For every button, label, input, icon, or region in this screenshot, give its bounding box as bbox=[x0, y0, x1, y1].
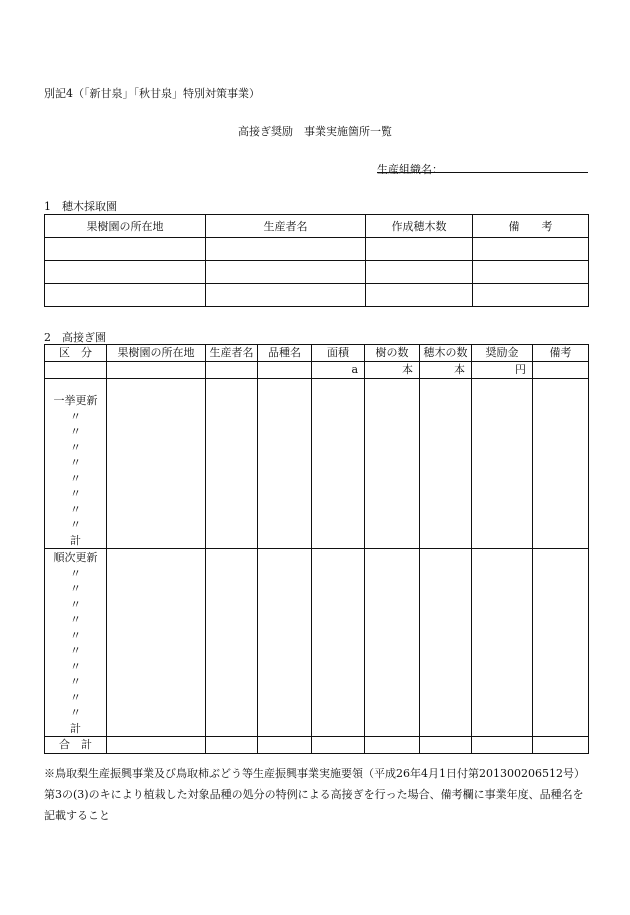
table-cell[interactable] bbox=[258, 362, 312, 379]
ditto-mark: 〃 bbox=[70, 440, 81, 454]
footnote: ※鳥取梨生産振興事業及び鳥取柿ぶどう等生産振興事業実施要領（平成26年4月1日付第201300206512号）第3の(3)のキにより植栽した対象品種の処分の特例による高接ぎを行った場合、備考欄に事業年度、品種名を記載すること bbox=[44, 767, 585, 822]
column-header: 作成穂木数 bbox=[366, 215, 473, 238]
table-cell[interactable] bbox=[365, 737, 420, 754]
table-cell[interactable] bbox=[366, 284, 473, 307]
group-bulk-renewal-row bbox=[45, 379, 589, 549]
table-cell[interactable] bbox=[420, 379, 472, 549]
table-cell[interactable] bbox=[312, 549, 365, 737]
table-cell[interactable] bbox=[473, 261, 589, 284]
table-cell[interactable] bbox=[420, 549, 472, 737]
ditto-mark: 〃 bbox=[70, 675, 81, 688]
table-cell[interactable] bbox=[533, 362, 589, 379]
table-cell[interactable] bbox=[206, 379, 258, 549]
table-cell[interactable] bbox=[206, 549, 258, 737]
table-cell[interactable] bbox=[365, 379, 420, 549]
table-cell[interactable] bbox=[45, 261, 206, 284]
table-cell[interactable] bbox=[258, 549, 312, 737]
column-header: 面積 bbox=[312, 345, 365, 362]
table-cell[interactable] bbox=[472, 379, 533, 549]
scion-orchard-table bbox=[44, 214, 589, 307]
ditto-mark: 〃 bbox=[70, 597, 81, 611]
units-row bbox=[45, 362, 589, 379]
table-cell[interactable] bbox=[206, 238, 366, 261]
column-header: 区 分 bbox=[45, 345, 107, 362]
table-cell[interactable] bbox=[533, 379, 589, 549]
table-cell[interactable] bbox=[107, 379, 206, 549]
ditto-mark: 〃 bbox=[70, 690, 81, 704]
table-cell[interactable] bbox=[107, 362, 206, 379]
ditto-mark: 〃 bbox=[70, 471, 81, 485]
table-cell[interactable] bbox=[473, 284, 589, 307]
category-cell bbox=[45, 549, 107, 737]
top-grafting-orchard-table bbox=[44, 344, 589, 754]
ditto-mark: 〃 bbox=[70, 628, 81, 642]
ditto-mark: 〃 bbox=[70, 566, 81, 580]
table-cell[interactable] bbox=[45, 284, 206, 307]
ditto-mark: 〃 bbox=[70, 613, 81, 626]
ditto-mark: 〃 bbox=[70, 502, 81, 516]
column-header: 生産者名 bbox=[206, 345, 258, 362]
column-header: 果樹園の所在地 bbox=[45, 215, 206, 238]
ditto-mark: 〃 bbox=[70, 659, 81, 673]
grand-total-label: 合 計 bbox=[45, 737, 107, 754]
unit-area: a bbox=[312, 362, 365, 379]
organization-name-field[interactable] bbox=[377, 172, 588, 173]
table-cell[interactable] bbox=[533, 737, 589, 754]
table-cell[interactable] bbox=[107, 737, 206, 754]
table-cell[interactable] bbox=[206, 362, 258, 379]
unit-trees: 本 bbox=[365, 362, 420, 379]
table-cell[interactable] bbox=[366, 261, 473, 284]
document-title: 高接ぎ奨励 事業実施箇所一覧 bbox=[238, 125, 392, 138]
table-cell[interactable] bbox=[206, 737, 258, 754]
table-header-row bbox=[45, 215, 589, 238]
table-cell[interactable] bbox=[258, 737, 312, 754]
ditto-mark: 〃 bbox=[70, 644, 81, 657]
table-cell[interactable] bbox=[45, 238, 206, 261]
section1-heading: 1 穂木採取園 bbox=[44, 200, 117, 213]
table-row bbox=[45, 261, 589, 284]
subtotal-label: 計 bbox=[70, 721, 81, 735]
group-sequential-renewal-row bbox=[45, 549, 589, 737]
column-header: 備考 bbox=[533, 345, 589, 362]
ditto-mark: 〃 bbox=[70, 487, 81, 500]
table-cell[interactable] bbox=[312, 379, 365, 549]
ditto-mark: 〃 bbox=[70, 582, 81, 595]
category-cell bbox=[45, 379, 107, 549]
column-header: 奨励金 bbox=[472, 345, 533, 362]
ditto-mark: 〃 bbox=[70, 409, 81, 423]
table-cell[interactable] bbox=[312, 737, 365, 754]
table-cell[interactable] bbox=[258, 379, 312, 549]
grand-total-row bbox=[45, 737, 589, 754]
ditto-mark: 〃 bbox=[70, 456, 81, 469]
table-cell[interactable] bbox=[533, 549, 589, 737]
section2-heading: 2 高接ぎ園 bbox=[44, 331, 106, 344]
organization-name-label: 生産組織名： bbox=[377, 163, 443, 176]
table-cell bbox=[45, 362, 107, 379]
column-header: 穂木の数 bbox=[420, 345, 472, 362]
column-header: 生産者名 bbox=[206, 215, 366, 238]
table-cell[interactable] bbox=[472, 549, 533, 737]
table-row bbox=[45, 284, 589, 307]
column-header: 果樹園の所在地 bbox=[107, 345, 206, 362]
table-cell[interactable] bbox=[366, 238, 473, 261]
ditto-mark: 〃 bbox=[70, 706, 81, 719]
table-header-row bbox=[45, 345, 589, 362]
table-cell[interactable] bbox=[206, 261, 366, 284]
table-cell[interactable] bbox=[206, 284, 366, 307]
column-header: 備 考 bbox=[473, 215, 589, 238]
column-header: 品種名 bbox=[258, 345, 312, 362]
table-cell[interactable] bbox=[107, 549, 206, 737]
subtotal-label: 計 bbox=[70, 533, 81, 547]
unit-subsidy: 円 bbox=[472, 362, 533, 379]
table-cell[interactable] bbox=[365, 549, 420, 737]
category-label: 一挙更新 bbox=[53, 394, 98, 407]
ditto-mark: 〃 bbox=[70, 425, 81, 438]
category-label: 順次更新 bbox=[53, 551, 98, 564]
table-cell[interactable] bbox=[472, 737, 533, 754]
table-row bbox=[45, 238, 589, 261]
unit-scions: 本 bbox=[420, 362, 472, 379]
table-cell[interactable] bbox=[473, 238, 589, 261]
ditto-mark: 〃 bbox=[70, 518, 81, 531]
table-cell[interactable] bbox=[420, 737, 472, 754]
document-reference: 別記4（「新甘泉」「秋甘泉」特別対策事業） bbox=[44, 87, 260, 100]
column-header: 樹の数 bbox=[365, 345, 420, 362]
